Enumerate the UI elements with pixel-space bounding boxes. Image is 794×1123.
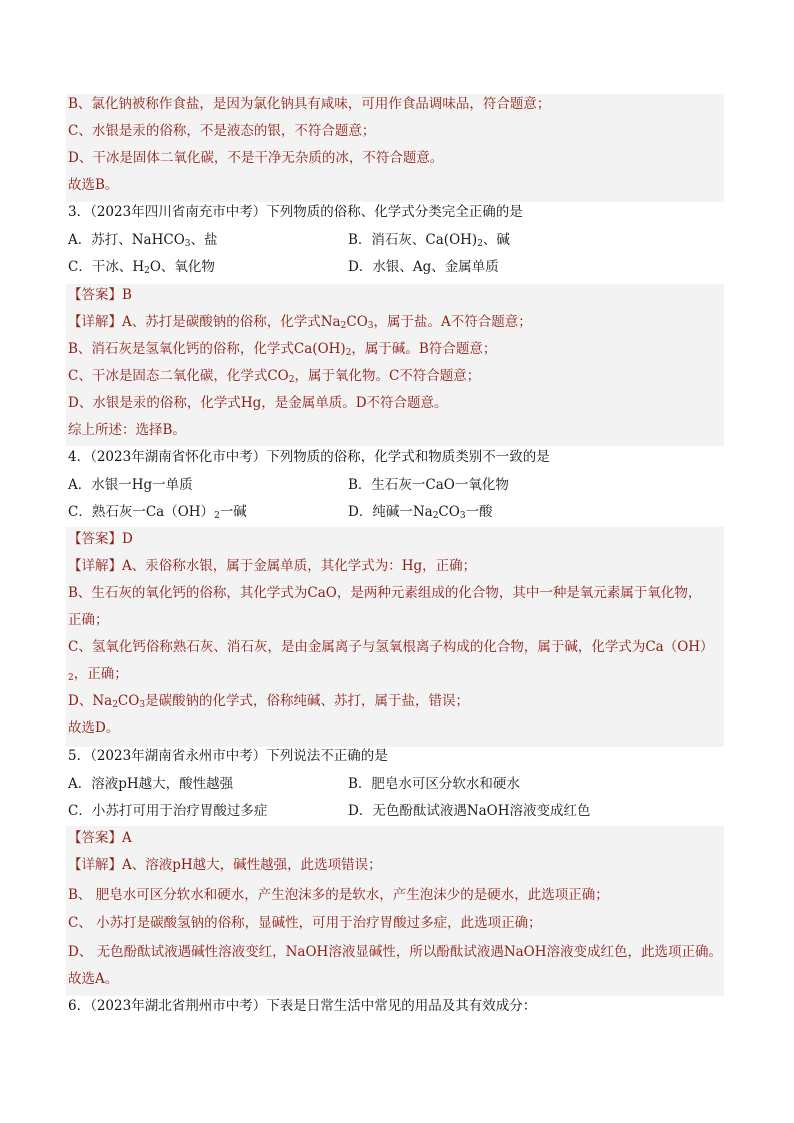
- q5-conclusion: 故选A。: [68, 971, 119, 987]
- q3-explain-d: D、水银是汞的俗称，化学式Hg，是金属单质。D不符合题意。: [68, 395, 448, 411]
- q5-explain-c: C、 小苏打是碳酸氢钠的俗称，显碱性，可用于治疗胃酸过多症，此选项正确；: [68, 915, 542, 931]
- q5-option-b: B．肥皂水可区分软水和硬水: [348, 776, 520, 792]
- q6-stem: 6．（2023年湖北省荆州市中考）下表是日常生活中常见的用品及其有效成分：: [68, 998, 537, 1014]
- q4-explain-b-line2: 正确；: [68, 612, 109, 628]
- q5-option-a: A．溶液pH越大，酸性越强: [68, 776, 234, 792]
- q4-option-d: D．纯碱一$Na_2CO_3$一酸: [348, 504, 493, 521]
- q2-explain-d: D、干冰是固体二氧化碳，不是干净无杂质的冰，不符合题意。: [68, 150, 444, 166]
- q3-explain-b: B、消石灰是氢氧化钙的俗称，化学式$Ca(OH)_2$，属于碱。B符合题意；: [68, 341, 497, 358]
- q4-explain-a: 【详解】A、汞俗称水银，属于金属单质，其化学式为：Hg，正确；: [68, 558, 477, 574]
- q5-answer: 【答案】A: [68, 830, 132, 846]
- q5-explain-b: B、 肥皂水可区分软水和硬水，产生泡沫多的是软水，产生泡沫少的是硬水，此选项正确；: [68, 887, 609, 903]
- q5-explain-a: 【详解】A、溶液pH越大，碱性越强，此选项错误；: [68, 857, 382, 873]
- q4-option-b: B．生石灰一CaO一氧化物: [348, 477, 509, 493]
- q3-explain-c: C、干冰是固态二氧化碳，化学式$CO_2$，属于氧化物。C不符合题意；: [68, 368, 481, 385]
- q4-explain-c-line1: C、氢氧化钙俗称熟石灰、消石灰，是由金属离子与氢氧根离子构成的化合物，属于碱，化学式为Ca（OH）: [68, 639, 714, 655]
- q5-option-d: D．无色酚酞试液遇NaOH溶液变成红色: [348, 803, 591, 819]
- q3-option-d: D．水银、Ag、金属单质: [348, 259, 499, 275]
- q3-stem: 3．（2023年四川省南充市中考）下列物质的俗称、化学式分类完全正确的是: [68, 204, 523, 220]
- q4-answer: 【答案】D: [68, 531, 133, 547]
- q3-option-a: A．苏打、NaHCO$_3$、盐: [68, 232, 218, 249]
- q3-conclusion: 综上所述：选择B。: [68, 422, 186, 438]
- q4-explain-d: D、$Na_2CO_3$是碳酸钠的化学式，俗称纯碱、苏打，属于盐，错误；: [68, 693, 470, 710]
- q4-conclusion: 故选D。: [68, 720, 120, 736]
- q3-answer: 【答案】B: [68, 287, 132, 303]
- q5-stem: 5．（2023年湖南省永州市中考）下列说法不正确的是: [68, 748, 388, 764]
- q3-option-c: C．干冰、$H_2O$、氧化物: [68, 259, 215, 276]
- q4-option-c: C．熟石灰一$Ca(OH)_2$一碱: [68, 504, 247, 521]
- q5-explain-d: D、 无色酚酞试液遇碱性溶液变红，NaOH溶液显碱性，所以酚酞试液遇NaOH溶液变成红色，此选项正确。: [68, 944, 723, 960]
- q5-option-c: C．小苏打可用于治疗胃酸过多症: [68, 803, 268, 819]
- q4-explain-c-line2: $_2$，正确；: [68, 666, 128, 683]
- q2-explain-b: B、氯化钠被称作食盐，是因为氯化钠具有咸味，可用作食品调味品，符合题意；: [68, 96, 551, 112]
- q4-option-a: A．水银一Hg一单质: [68, 477, 193, 493]
- q5-explanation-block: [66, 826, 724, 996]
- q3-option-b: B．消石灰、$Ca(OH)_2$、碱: [348, 232, 510, 249]
- q4-explain-b-line1: B、生石灰的氧化钙的俗称，其化学式为CaO，是两种元素组成的化合物，其中一种是氧元素属于氧化物，: [68, 585, 702, 601]
- q2-explain-c: C、水银是汞的俗称，不是液态的银，不符合题意；: [68, 123, 376, 139]
- q4-stem: 4．（2023年湖南省怀化市中考）下列物质的俗称，化学式和物质类别不一致的是: [68, 449, 550, 465]
- q2-conclusion: 故选B。: [68, 177, 119, 193]
- q3-explain-a: 【详解】A、苏打是碳酸钠的俗称，化学式$Na_2CO_3$，属于盐。A不符合题意；: [68, 314, 532, 331]
